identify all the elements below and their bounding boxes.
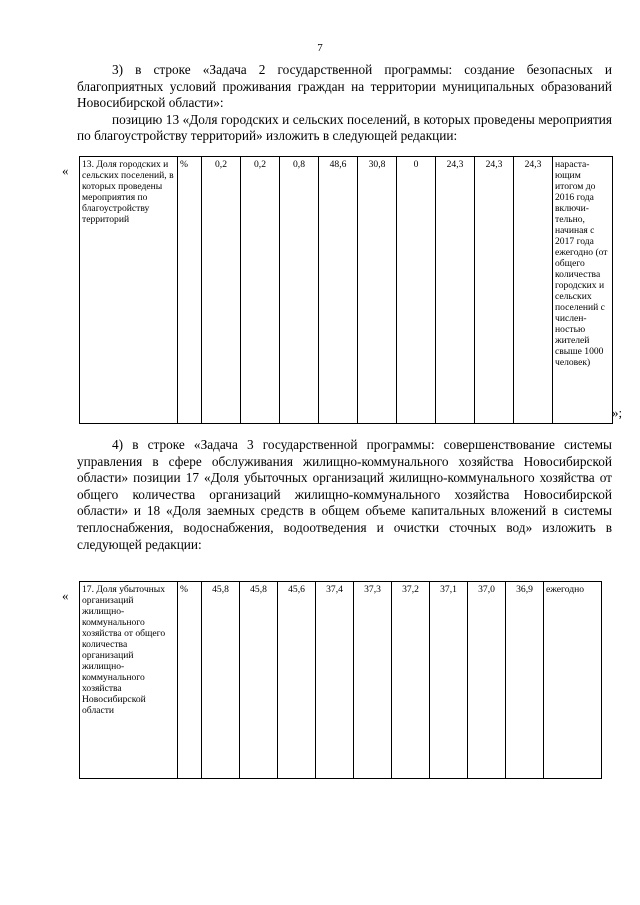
value-cell: 0,2 <box>202 157 241 424</box>
value-cell: 30,8 <box>358 157 397 424</box>
value-cell: 0,2 <box>241 157 280 424</box>
table-position-17 <box>79 581 602 779</box>
value-cell: 37,4 <box>316 582 354 779</box>
value-cell: 0 <box>397 157 436 424</box>
value-cell: 24,3 <box>475 157 514 424</box>
table-row <box>80 582 602 779</box>
indicator-label: 17. Доля убыточных организаций жилищно-коммунального хозяйства от общего количества организаций жилищно-коммунального хозяйства Новосибирской области <box>80 582 178 779</box>
page-number: 7 <box>317 42 323 54</box>
value-cell: 37,3 <box>354 582 392 779</box>
close-quote-1: »; <box>612 405 623 420</box>
note-cell: ежегодно <box>544 582 602 779</box>
value-cell: 48,6 <box>319 157 358 424</box>
value-cell: 45,6 <box>278 582 316 779</box>
paragraph-3-text: 3) в строке «Задача 2 государственной программы: создание безопасных и благоприятных условий проживания граждан на территории муниципальных образований Новосибирской области»: <box>77 62 612 111</box>
paragraph-4 <box>77 437 612 553</box>
table-row <box>80 157 613 424</box>
value-cell: 37,0 <box>468 582 506 779</box>
unit-cell: % <box>178 157 202 424</box>
value-cell: 36,9 <box>506 582 544 779</box>
value-cell: 45,8 <box>240 582 278 779</box>
value-cell: 37,1 <box>430 582 468 779</box>
paragraph-3 <box>77 62 612 145</box>
value-cell: 24,3 <box>436 157 475 424</box>
value-cell: 0,8 <box>280 157 319 424</box>
unit-cell: % <box>178 582 202 779</box>
open-quote-2: « <box>62 588 69 603</box>
paragraph-3-instruction: позицию 13 «Доля городских и сельских поселений, в которых проведены мероприятия по благоустройству территорий» изложить в следующей редакции: <box>77 111 612 144</box>
indicator-label: 13. Доля городских и сельских поселений, в которых проведены мероприятия по благоустройству территорий <box>80 157 178 424</box>
open-quote-1: « <box>62 163 69 178</box>
value-cell: 24,3 <box>514 157 553 424</box>
note-cell: нараста-ющим итогом до 2016 года включи-тельно, начиная с 2017 года ежегодно (от общего количества городских и сельских поселений с числен-ностью жителей свыше 1000 человек) <box>553 157 613 424</box>
value-cell: 45,8 <box>202 582 240 779</box>
value-cell: 37,2 <box>392 582 430 779</box>
paragraph-4-text: 4) в строке «Задача 3 государственной программы: совершенствование системы управления в сфере обслуживания жилищно-коммунального хозяйства Новосибирской области» позиции 17 «Доля убыточных организаций жилищно-коммунального хозяйства от общего количества организаций жилищно-коммунального хозяйства Новосибирской области» и 18 «Доля заемных средств в общем объеме капитальных вложений в системы теплоснабжения, водоснабжения, водоотведения и очистки сточных вод» изложить в следующей редакции: <box>77 437 612 552</box>
table-position-13 <box>79 156 613 424</box>
